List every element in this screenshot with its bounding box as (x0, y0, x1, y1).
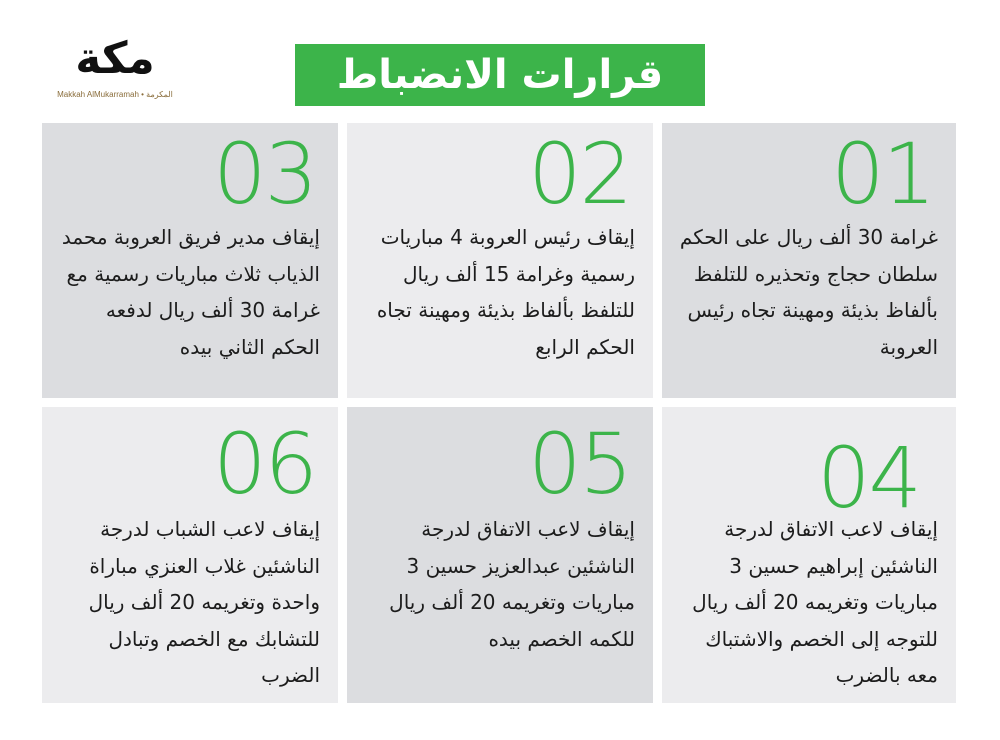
decisions-grid (42, 123, 956, 703)
decision-text: إيقاف لاعب الشباب لدرجة الناشئين غلاب العنزي مباراة واحدة وتغريمه 20 ألف ريال للتشابك مع الخصم وتبادل الضرب (88, 517, 320, 687)
decision-card-03 (42, 123, 338, 398)
decision-text: إيقاف لاعب الاتفاق لدرجة الناشئين عبدالعزيز حسين 3 مباريات وتغريمه 20 ألف ريال للكمه الخصم بيده (389, 517, 635, 651)
decision-number: 04 (817, 429, 920, 527)
page-title: قرارات الانضباط (295, 44, 705, 106)
decision-card-01 (662, 123, 956, 398)
decision-text: غرامة 30 ألف ريال على الحكم سلطان حجاج وتحذيره للتلفظ بألفاظ بذيئة ومهينة تجاه رئيس العروبة (679, 225, 938, 359)
decision-card-04 (662, 407, 956, 703)
decision-number: 05 (528, 415, 631, 513)
decision-text: إيقاف لاعب الاتفاق لدرجة الناشئين إبراهيم حسين 3 مباريات وتغريمه 20 ألف ريال للتوجه إلى الخصم والاشتباك معه بالضرب (692, 517, 938, 687)
makkah-logo (40, 30, 190, 105)
decision-number: 01 (831, 125, 934, 223)
decision-number: 06 (213, 415, 316, 513)
logo-subtitle: Makkah AlMukarramah • المكرمة (57, 90, 173, 99)
logo-wordmark: مكة (75, 33, 155, 84)
decision-card-05 (347, 407, 653, 703)
decision-number: 02 (528, 125, 631, 223)
decision-number: 03 (213, 125, 316, 223)
decision-text: إيقاف رئيس العروبة 4 مباريات رسمية وغرامة 15 ألف ريال للتلفظ بألفاظ بذيئة ومهينة تجاه الحكم الرابع (376, 225, 635, 359)
decision-text: إيقاف مدير فريق العروبة محمد الذياب ثلاث مباريات رسمية مع غرامة 30 ألف ريال لدفعه الحكم الثاني بيده (61, 225, 320, 359)
decision-card-02 (347, 123, 653, 398)
decision-card-06 (42, 407, 338, 703)
